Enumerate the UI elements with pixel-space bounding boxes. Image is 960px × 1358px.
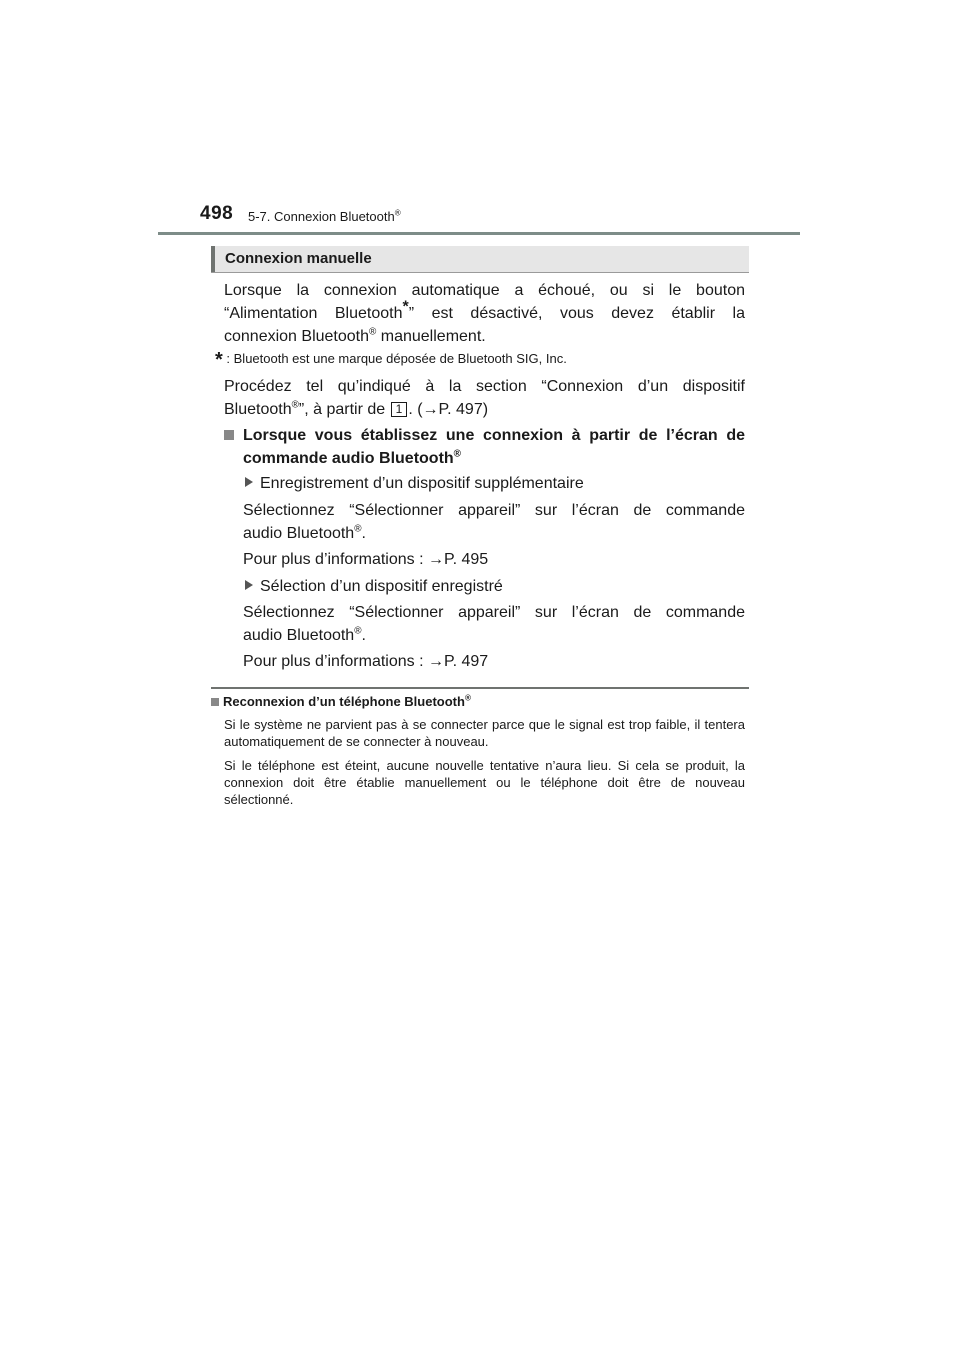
- triangle-bullet-icon: [245, 580, 253, 590]
- item-1-line-2-text: audio Bluetooth: [243, 525, 355, 542]
- triangle-bullet-icon: [245, 477, 253, 487]
- section-header: [248, 209, 401, 224]
- item-2-line-2-text: audio Bluetooth: [243, 627, 355, 644]
- procedure-line-2: [224, 398, 745, 421]
- item-2-line-1: Sélectionnez “Sélectionner appareil” sur l’écran de commande: [243, 604, 745, 621]
- section-title-bar: [211, 246, 215, 272]
- procedure-paragraph: [224, 375, 745, 421]
- registered-mark: ®: [453, 448, 461, 460]
- subheading-line-2: commande audio Bluetooth: [243, 450, 454, 467]
- procedure-line-2-b: ”, à partir de: [298, 401, 390, 418]
- procedure-page-ref[interactable]: . (→P. 497): [408, 401, 489, 418]
- item-2-title-row: [243, 575, 743, 598]
- procedure-line-1: Procédez tel qu’indiqué à la section “Connexion d’un dispositif: [224, 378, 745, 395]
- intro-line-2-b: ” est désactivé, vous devez établir la: [408, 305, 746, 322]
- header-rule: [158, 232, 800, 235]
- square-bullet-icon: [224, 430, 234, 440]
- intro-line-3: [224, 325, 745, 348]
- item-1-line-2: [243, 522, 745, 545]
- item-1-line-1: Sélectionnez “Sélectionner appareil” sur l’écran de commande: [243, 502, 745, 519]
- item-1-title-row: [243, 472, 743, 495]
- step-number-box: 1: [391, 402, 408, 417]
- registered-mark: ®: [464, 693, 471, 703]
- subheading-line-2-wrap: [243, 447, 745, 470]
- footnote-star: *: [215, 349, 223, 371]
- registered-mark: ®: [291, 399, 299, 411]
- item-1-title: Enregistrement d’un dispositif supplémentaire: [260, 475, 584, 492]
- item-2-line-2-end: .: [361, 627, 366, 644]
- subheading-line-1: Lorsque vous établissez une connexion à partir de l’écran de: [243, 427, 745, 444]
- item-2-line-2: [243, 624, 745, 647]
- item-2-body: [243, 601, 745, 647]
- registered-mark: ®: [369, 326, 377, 338]
- registered-mark: ®: [394, 208, 401, 218]
- item-1-ref[interactable]: Pour plus d’informations : →P. 495: [243, 551, 489, 568]
- intro-line-3-b: manuellement.: [376, 328, 486, 345]
- item-1-line-2-end: .: [361, 525, 366, 542]
- intro-paragraph: [224, 279, 745, 348]
- square-bullet-icon: [211, 698, 219, 706]
- intro-line-2: [224, 298, 746, 325]
- notes-title: [211, 694, 471, 709]
- notes-rule: [211, 687, 749, 689]
- item-2-title: Sélection d’un dispositif enregistré: [260, 578, 503, 595]
- asterisk-mark: *: [402, 298, 409, 316]
- registered-mark: ®: [354, 625, 362, 637]
- notes-title-text: Reconnexion d’un téléphone Bluetooth: [223, 694, 465, 709]
- footnote: [215, 349, 745, 372]
- notes-paragraph-1: Si le système ne parvient pas à se connecter parce que le signal est trop faible, il tentera automatiquement de se connecter à nouveau.: [224, 717, 745, 749]
- intro-line-2-a: “Alimentation Bluetooth: [224, 305, 403, 322]
- item-2-ref[interactable]: Pour plus d’informations : →P. 497: [243, 653, 489, 670]
- registered-mark: ®: [354, 523, 362, 535]
- page-number: 498: [200, 203, 234, 224]
- intro-line-1: Lorsque la connexion automatique a échoué, ou si le bouton: [224, 282, 745, 299]
- item-1-body: [243, 499, 745, 545]
- subheading: [224, 424, 745, 470]
- notes-paragraph-2: Si le téléphone est éteint, aucune nouvelle tentative n’aura lieu. Si cela se produit, la connexion doit être établie manuellement ou le téléphone doit être de nouveau sélectionné.: [224, 758, 745, 807]
- section-title-box: [211, 246, 749, 273]
- procedure-line-2-a: Bluetooth: [224, 401, 292, 418]
- section-title: Connexion manuelle: [225, 250, 372, 267]
- intro-line-3-a: connexion Bluetooth: [224, 328, 369, 345]
- section-header-text: 5-7. Connexion Bluetooth: [248, 209, 395, 224]
- footnote-text: : Bluetooth est une marque déposée de Bluetooth SIG, Inc.: [222, 351, 567, 366]
